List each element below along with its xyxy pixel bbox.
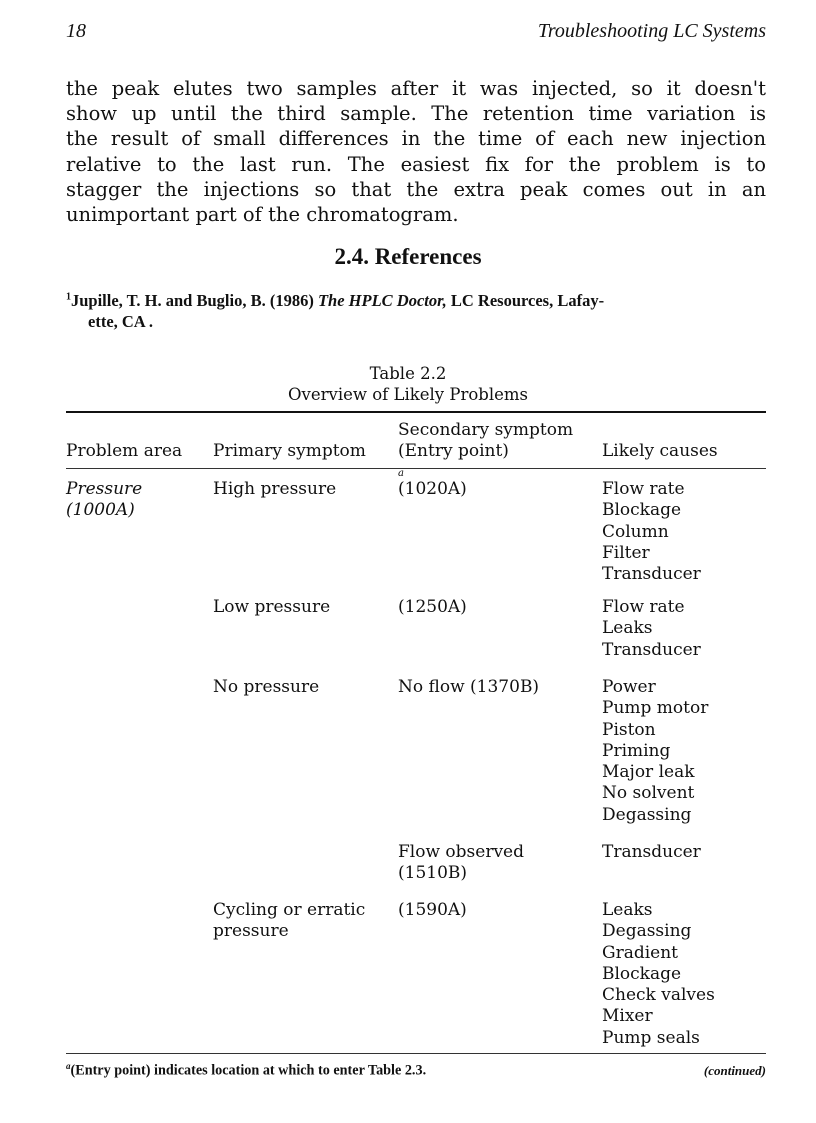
reference-continuation: ette, CA . <box>88 311 154 331</box>
row-primary-symptom: High pressure <box>213 479 337 499</box>
row-secondary-symptom: (1590A) <box>398 900 467 920</box>
header-primary-symptom: Primary symptom <box>213 441 366 461</box>
table-caption-number: Table 2.2 <box>369 364 447 383</box>
row-secondary-symptom: No flow (1370B) <box>398 677 540 697</box>
row-likely-causes: Flow rate Blockage Column Filter Transducer <box>602 479 701 585</box>
row-primary-symptom: No pressure <box>213 677 320 697</box>
section-title: 2.4. References <box>334 244 482 269</box>
table-top-rule <box>66 411 766 413</box>
footnote-text: (Entry point) indicates location at which to enter Table 2.3. <box>70 1062 427 1079</box>
running-head <box>66 20 766 50</box>
row-likely-causes: Power Pump motor Piston Priming Major leak No solvent Degassing <box>602 677 709 825</box>
row-secondary-symptom: (1250A) <box>398 597 467 617</box>
book-title: Troubleshooting LC Systems <box>537 20 766 42</box>
row-likely-causes: Flow rate Leaks Transducer <box>602 597 701 660</box>
row-likely-causes: Transducer <box>602 842 701 862</box>
reference-marker: 1 <box>66 291 71 302</box>
table-footnote <box>66 1061 426 1080</box>
header-problem-area: Problem area <box>66 441 183 461</box>
problem-area-name: Pressure <box>66 479 143 499</box>
body-line: the peak elutes two samples after it was injected, so it doesn't <box>66 77 766 100</box>
header-secondary-line2: (Entry point) $^a$ <box>398 441 509 479</box>
table-caption-title: Overview of Likely Problems <box>288 385 528 404</box>
header-likely-causes: Likely causes <box>602 441 718 461</box>
header-secondary-line1: Secondary symptom <box>398 420 574 440</box>
row-likely-causes: Leaks Degassing Gradient Blockage Check valves Mixer Pump seals <box>602 900 715 1048</box>
continued-label: (continued) <box>703 1063 766 1078</box>
reference-line <box>66 291 604 310</box>
body-line: unimportant part of the chromatogram. <box>66 203 459 227</box>
page-number: 18 <box>66 20 86 42</box>
reference-title: The HPLC Doctor, <box>317 290 447 310</box>
reference-authors: Jupille, T. H. and Buglio, B. (1986) <box>71 290 318 310</box>
body-line: relative to the last run. The easiest fix for the problem is to <box>66 152 766 176</box>
reference-entry <box>66 286 766 332</box>
footnote-marker: a <box>66 1061 71 1071</box>
footnote-marker: a <box>398 467 404 479</box>
reference-publisher: LC Resources, Lafay- <box>446 290 605 310</box>
body-line: the result of small differences in the time of each new injection <box>66 127 766 151</box>
body-line: stagger the injections so that the extra peak comes out in an <box>66 177 766 201</box>
body-paragraph <box>66 76 766 227</box>
row-primary-symptom: Cycling or erratic pressure <box>213 900 366 942</box>
row-secondary-symptom: (1020A) <box>398 479 467 499</box>
problem-area-cell <box>66 479 142 522</box>
row-secondary-symptom: Flow observed (1510B) <box>398 842 524 884</box>
table-bottom-rule <box>66 1053 766 1054</box>
row-primary-symptom: Low pressure <box>213 597 331 617</box>
problem-area-code: (1000A) <box>66 500 135 521</box>
body-line: show up until the third sample. The retention time variation is <box>66 102 766 126</box>
